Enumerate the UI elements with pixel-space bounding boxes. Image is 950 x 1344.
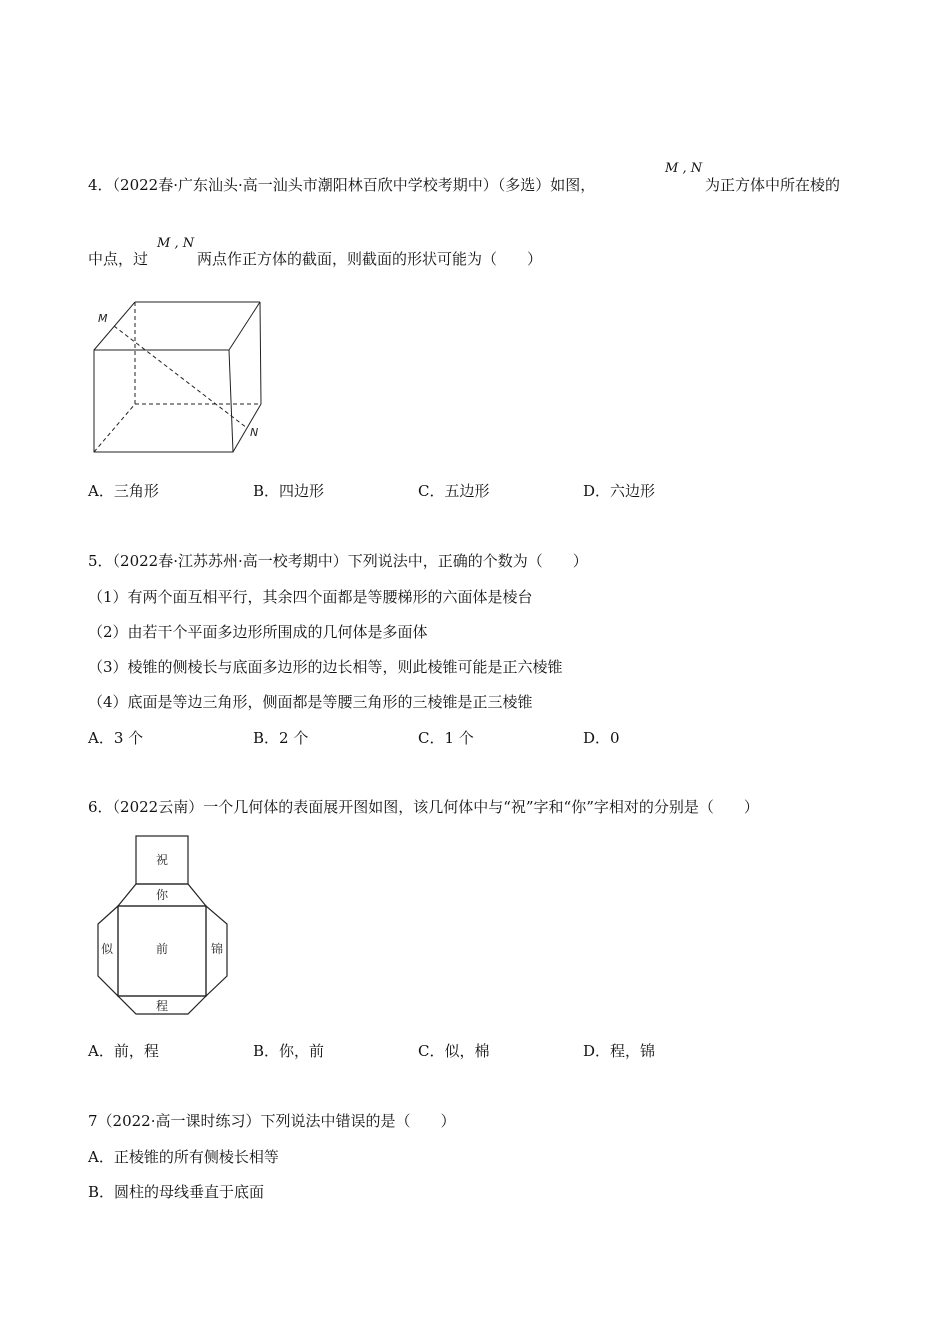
q5-stem: 5．（2022春·江苏苏州·高一校考期中）下列说法中，正确的个数为（ ） xyxy=(88,552,588,570)
q4-line1-prefix: 4．（2022春·广东汕头·高一汕头市潮阳林百欣中学校考期中）（多选）如图， xyxy=(88,176,596,194)
net-label-upper: 你 xyxy=(155,888,169,902)
q6-option-c[interactable]: C．似，棉 xyxy=(418,1042,490,1060)
q7-stem: 7（2022·高一课时练习）下列说法中错误的是（ ） xyxy=(88,1112,456,1130)
q5-option-a[interactable]: A．3 个 xyxy=(88,729,144,747)
cube-mn-segment xyxy=(114,326,247,428)
cube-label-n: N xyxy=(250,426,259,439)
q4-option-d[interactable]: D．六边形 xyxy=(583,482,656,500)
q6-options xyxy=(88,1041,788,1061)
net-label-left: 似 xyxy=(100,942,114,956)
cube-edge xyxy=(229,302,260,350)
q5-item-3: （3）棱锥的侧棱长与底面多边形的边长相等，则此棱锥可能是正六棱锥 xyxy=(88,658,563,676)
net-figure xyxy=(90,832,240,1017)
net-label-right: 锦 xyxy=(210,942,224,956)
q4-options xyxy=(88,481,788,501)
cube-figure xyxy=(80,290,280,470)
net-label-center: 前 xyxy=(155,942,169,956)
q5-option-b[interactable]: B．2 个 xyxy=(253,729,309,747)
cube-label-m: M xyxy=(98,312,108,325)
q4-line1-suffix: 为正方体中所在棱的 xyxy=(705,176,841,194)
net-label-top: 祝 xyxy=(155,853,169,867)
q4-mn-label-1: M , N xyxy=(665,161,703,176)
q7-option-a[interactable]: A．正棱锥的所有侧棱长相等 xyxy=(88,1148,279,1166)
q5-item-4: （4）底面是等边三角形，侧面都是等腰三角形的三棱锥是正三棱锥 xyxy=(88,693,533,711)
q7-option-b[interactable]: B．圆柱的母线垂直于底面 xyxy=(88,1183,265,1201)
q4-line2-prefix: 中点，过 xyxy=(88,250,149,268)
q5-option-d[interactable]: D．0 xyxy=(583,729,620,747)
cube-edge xyxy=(260,302,261,404)
q6-option-a[interactable]: A．前，程 xyxy=(88,1042,159,1060)
q6-option-d[interactable]: D．程，锦 xyxy=(583,1042,656,1060)
q4-option-c[interactable]: C．五边形 xyxy=(418,482,490,500)
q4-mn-label-2: M , N xyxy=(157,236,195,251)
q4-line2-suffix: 两点作正方体的截面，则截面的形状可能为（ ） xyxy=(197,250,543,268)
q6-stem: 6．（2022云南）一个几何体的表面展开图如图，该几何体中与“祝”字和“你”字相对的分别是（ ） xyxy=(88,798,759,816)
cube-front-face xyxy=(94,350,233,452)
q5-item-1: （1）有两个面互相平行，其余四个面都是等腰梯形的六面体是棱台 xyxy=(88,588,533,606)
q5-options xyxy=(88,728,788,748)
q5-option-c[interactable]: C．1 个 xyxy=(418,729,474,747)
net-label-bottom: 程 xyxy=(155,999,169,1013)
q5-item-2: （2）由若干个平面多边形所围成的几何体是多面体 xyxy=(88,623,428,641)
cube-hidden-edge xyxy=(94,404,135,452)
q4-option-b[interactable]: B．四边形 xyxy=(253,482,325,500)
q6-option-b[interactable]: B．你，前 xyxy=(253,1042,325,1060)
q4-option-a[interactable]: A．三角形 xyxy=(88,482,159,500)
